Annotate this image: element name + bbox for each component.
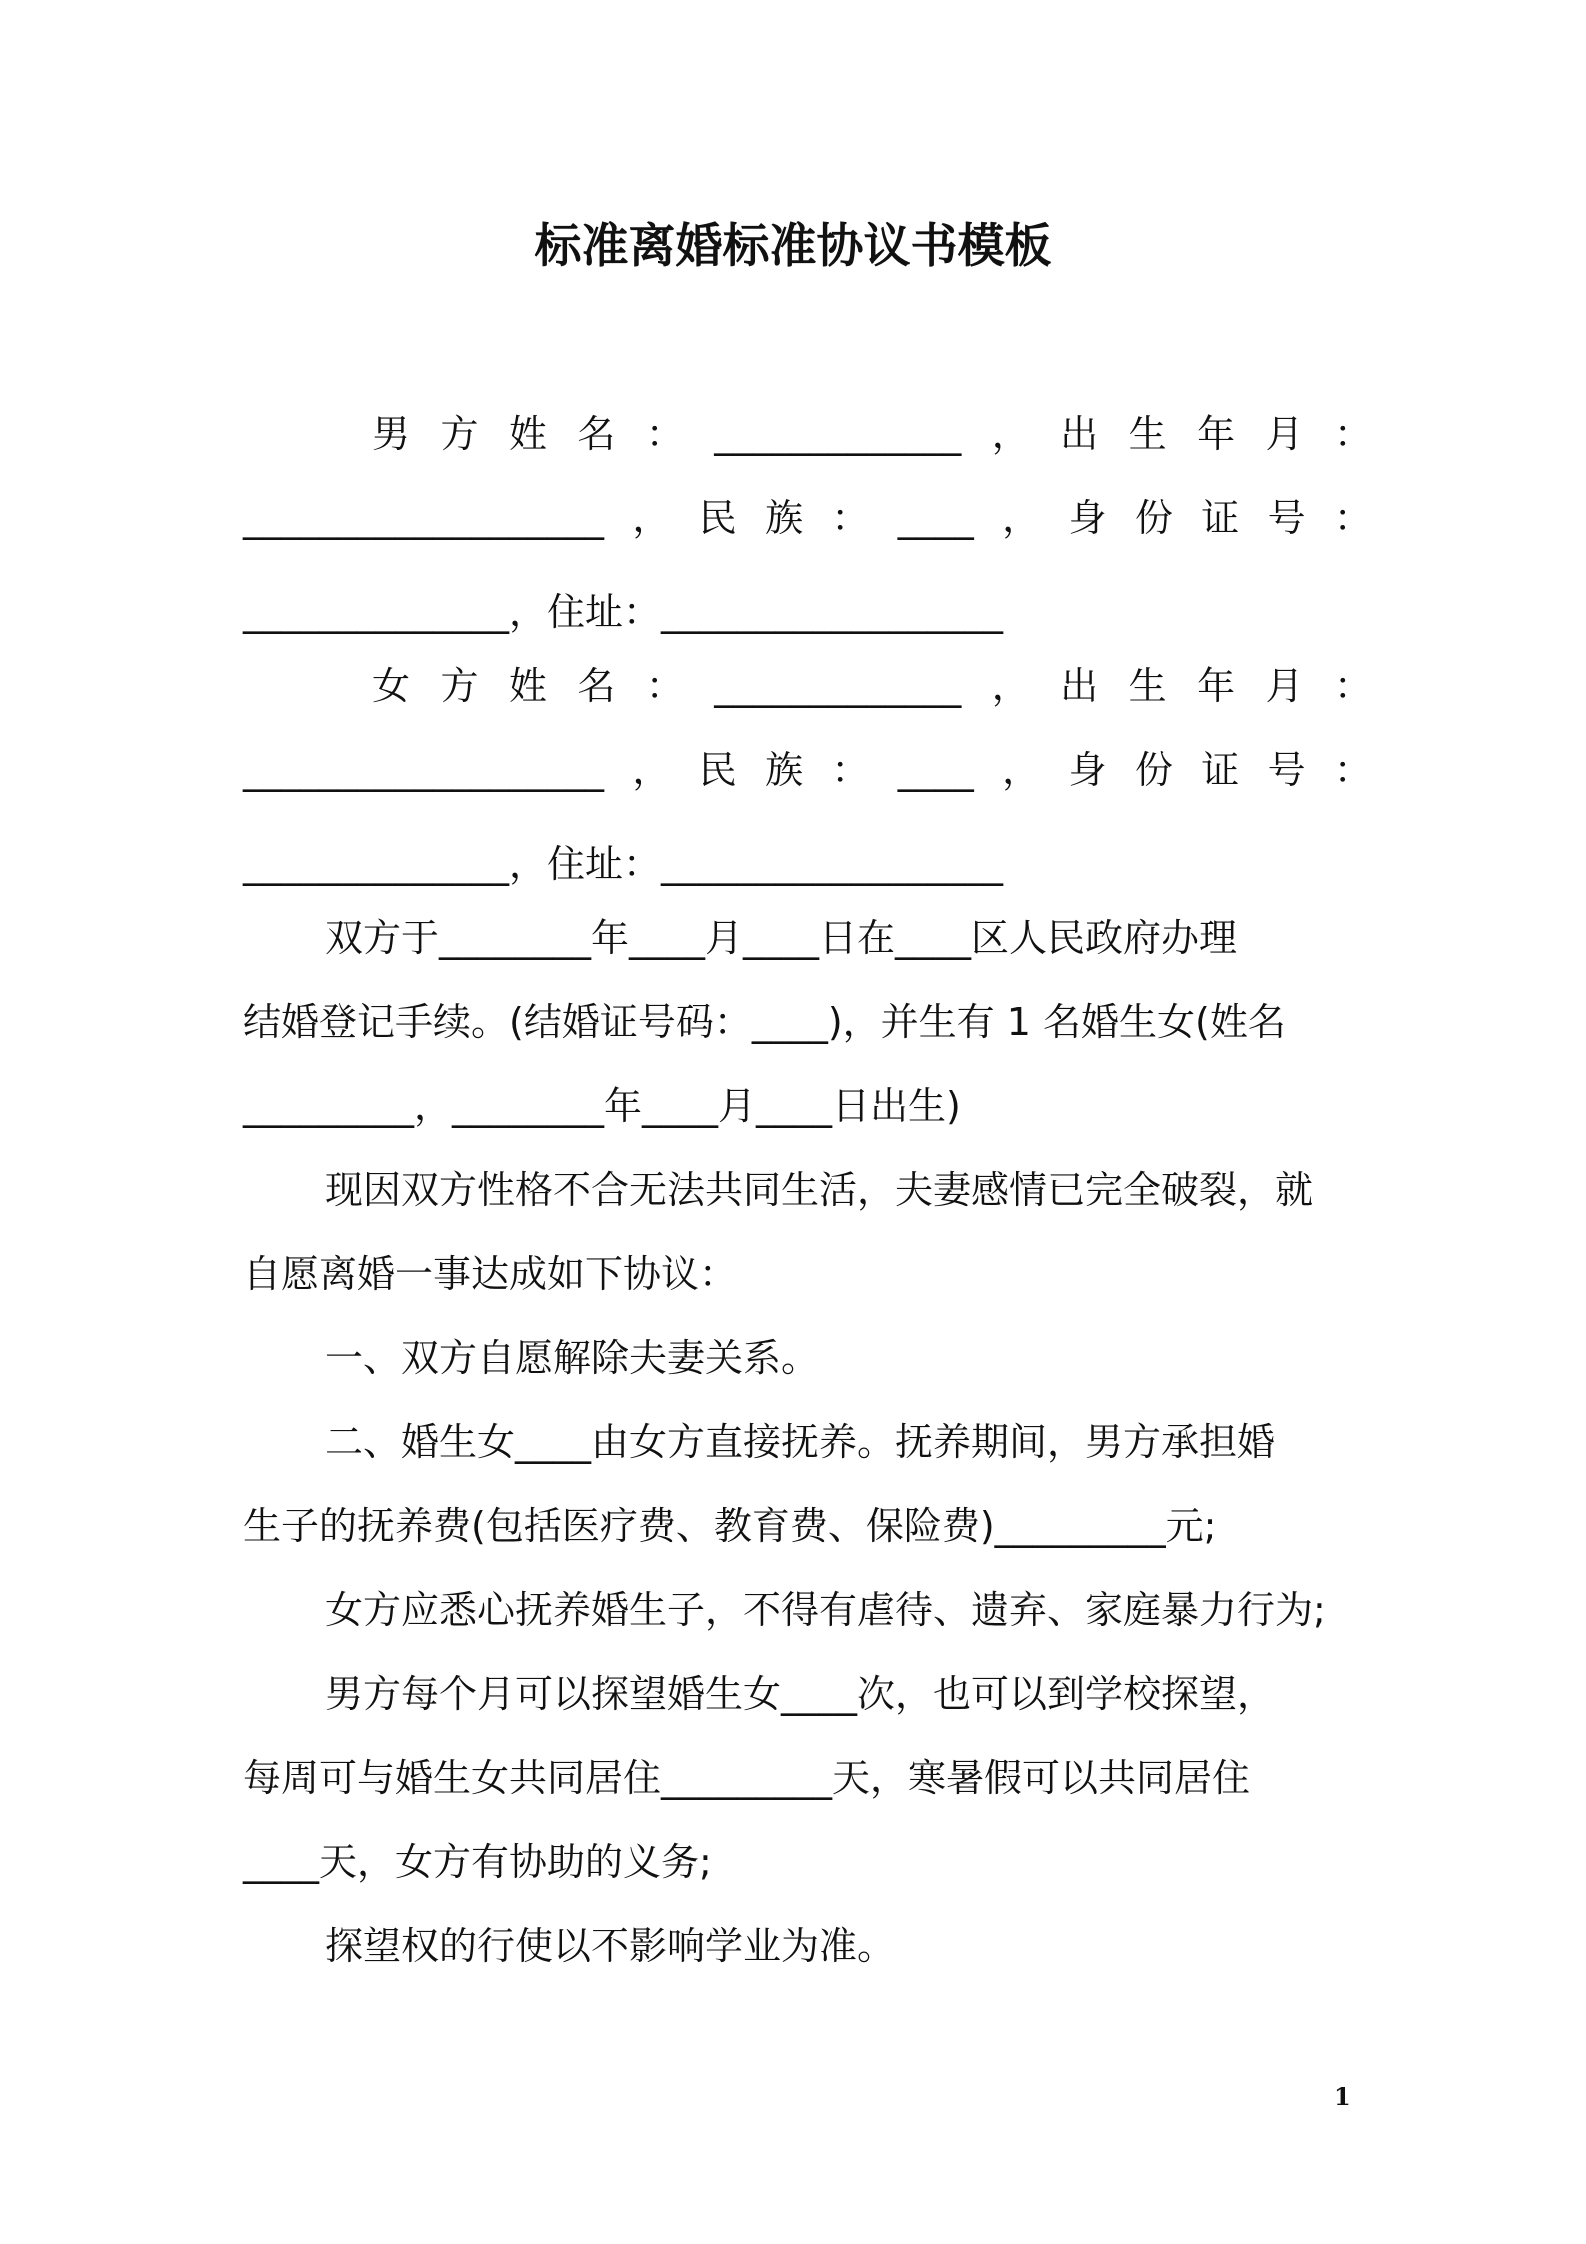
male-comma: ， xyxy=(632,496,671,540)
male-id-char: 身 xyxy=(1068,496,1107,540)
document-title: 标准离婚标准协议书模板 xyxy=(534,219,1052,274)
female-comma: ， xyxy=(1002,748,1041,792)
male-id-char: 证 xyxy=(1201,496,1240,540)
male-ethnicity-id-line xyxy=(243,488,1372,548)
female-id-char: 证 xyxy=(1201,748,1240,792)
agreement-intro-line: 自愿离婚一事达成如下协议： xyxy=(243,1252,738,1296)
female-ethnicity-char: 族 xyxy=(765,748,804,792)
female-birth-char: 月 xyxy=(1265,664,1304,708)
male-comma: ， xyxy=(991,412,1030,456)
clause-one: 一、双方自愿解除夫妻关系。 xyxy=(325,1336,820,1380)
care-duty-line: 女方应悉心抚养婚生子，不得有虐待、遗弃、家庭暴力行为; xyxy=(325,1588,1326,1632)
male-name-birth-line xyxy=(372,404,1372,464)
female-birth-char: 年 xyxy=(1197,664,1236,708)
male-birth-blank: ___________________ xyxy=(243,496,604,540)
female-birth-blank: ___________________ xyxy=(243,748,604,792)
female-birth-char: 出 xyxy=(1060,664,1099,708)
male-id-colon: ： xyxy=(1333,496,1372,540)
male-birth-colon: ： xyxy=(1333,412,1372,456)
male-label-char: 男 xyxy=(372,412,411,456)
visitation-rule-line: 探望权的行使以不影响学业为准。 xyxy=(325,1924,896,1968)
female-birth-colon: ： xyxy=(1333,664,1372,708)
male-birth-char: 生 xyxy=(1128,412,1167,456)
female-label-char: 姓 xyxy=(508,664,547,708)
female-id-colon: ： xyxy=(1333,748,1372,792)
child-birth-line: _________，________年____月____日出生) xyxy=(243,1084,961,1128)
male-ethnicity-blank: ____ xyxy=(897,496,974,540)
male-birth-char: 月 xyxy=(1265,412,1304,456)
male-name-blank: _____________ xyxy=(714,412,962,456)
cohabitation-line: 每周可与婚生女共同居住_________天，寒暑假可以共同居住 xyxy=(243,1756,1251,1800)
male-label-char: 名 xyxy=(577,412,616,456)
male-address-line: ______________，住址：__________________ xyxy=(243,590,1004,634)
female-ethnicity-blank: ____ xyxy=(897,748,974,792)
male-ethnicity-char: 族 xyxy=(765,496,804,540)
holiday-cohabitation-line: ____天，女方有协助的义务; xyxy=(243,1840,712,1884)
page-number: 1 xyxy=(1334,2082,1351,2111)
male-comma: ， xyxy=(1002,496,1041,540)
female-id-char: 号 xyxy=(1267,748,1306,792)
male-ethnicity-colon: ： xyxy=(831,496,870,540)
female-id-char: 身 xyxy=(1068,748,1107,792)
female-comma: ， xyxy=(632,748,671,792)
female-ethnicity-id-line xyxy=(243,740,1372,800)
male-label-char: 方 xyxy=(440,412,479,456)
female-id-char: 份 xyxy=(1134,748,1173,792)
female-birth-char: 生 xyxy=(1128,664,1167,708)
female-comma: ， xyxy=(991,664,1030,708)
female-name-blank: _____________ xyxy=(714,664,962,708)
visitation-line: 男方每个月可以探望婚生女____次，也可以到学校探望， xyxy=(325,1672,1276,1716)
male-ethnicity-char: 民 xyxy=(698,496,737,540)
male-id-char: 份 xyxy=(1134,496,1173,540)
female-label-char: 女 xyxy=(372,664,411,708)
marriage-registration-line: 双方于________年____月____日在____区人民政府办理 xyxy=(325,916,1238,960)
divorce-reason-line: 现因双方性格不合无法共同生活，夫妻感情已完全破裂，就 xyxy=(325,1168,1314,1212)
male-label-char: 姓 xyxy=(508,412,547,456)
female-name-birth-line xyxy=(372,656,1372,716)
male-birth-char: 出 xyxy=(1060,412,1099,456)
female-ethnicity-colon: ： xyxy=(831,748,870,792)
male-label-colon: ： xyxy=(645,412,684,456)
male-birth-char: 年 xyxy=(1197,412,1236,456)
male-id-char: 号 xyxy=(1267,496,1306,540)
child-support-line: 生子的抚养费(包括医疗费、教育费、保险费)_________元; xyxy=(243,1504,1217,1548)
female-label-char: 方 xyxy=(440,664,479,708)
female-label-colon: ： xyxy=(645,664,684,708)
female-label-char: 名 xyxy=(577,664,616,708)
female-address-line: ______________，住址：__________________ xyxy=(243,842,1004,886)
female-ethnicity-char: 民 xyxy=(698,748,737,792)
marriage-certificate-line: 结婚登记手续。(结婚证号码：____)，并生有 1 名婚生女(姓名 xyxy=(243,1000,1286,1044)
clause-two-line: 二、婚生女____由女方直接抚养。抚养期间，男方承担婚 xyxy=(325,1420,1276,1464)
